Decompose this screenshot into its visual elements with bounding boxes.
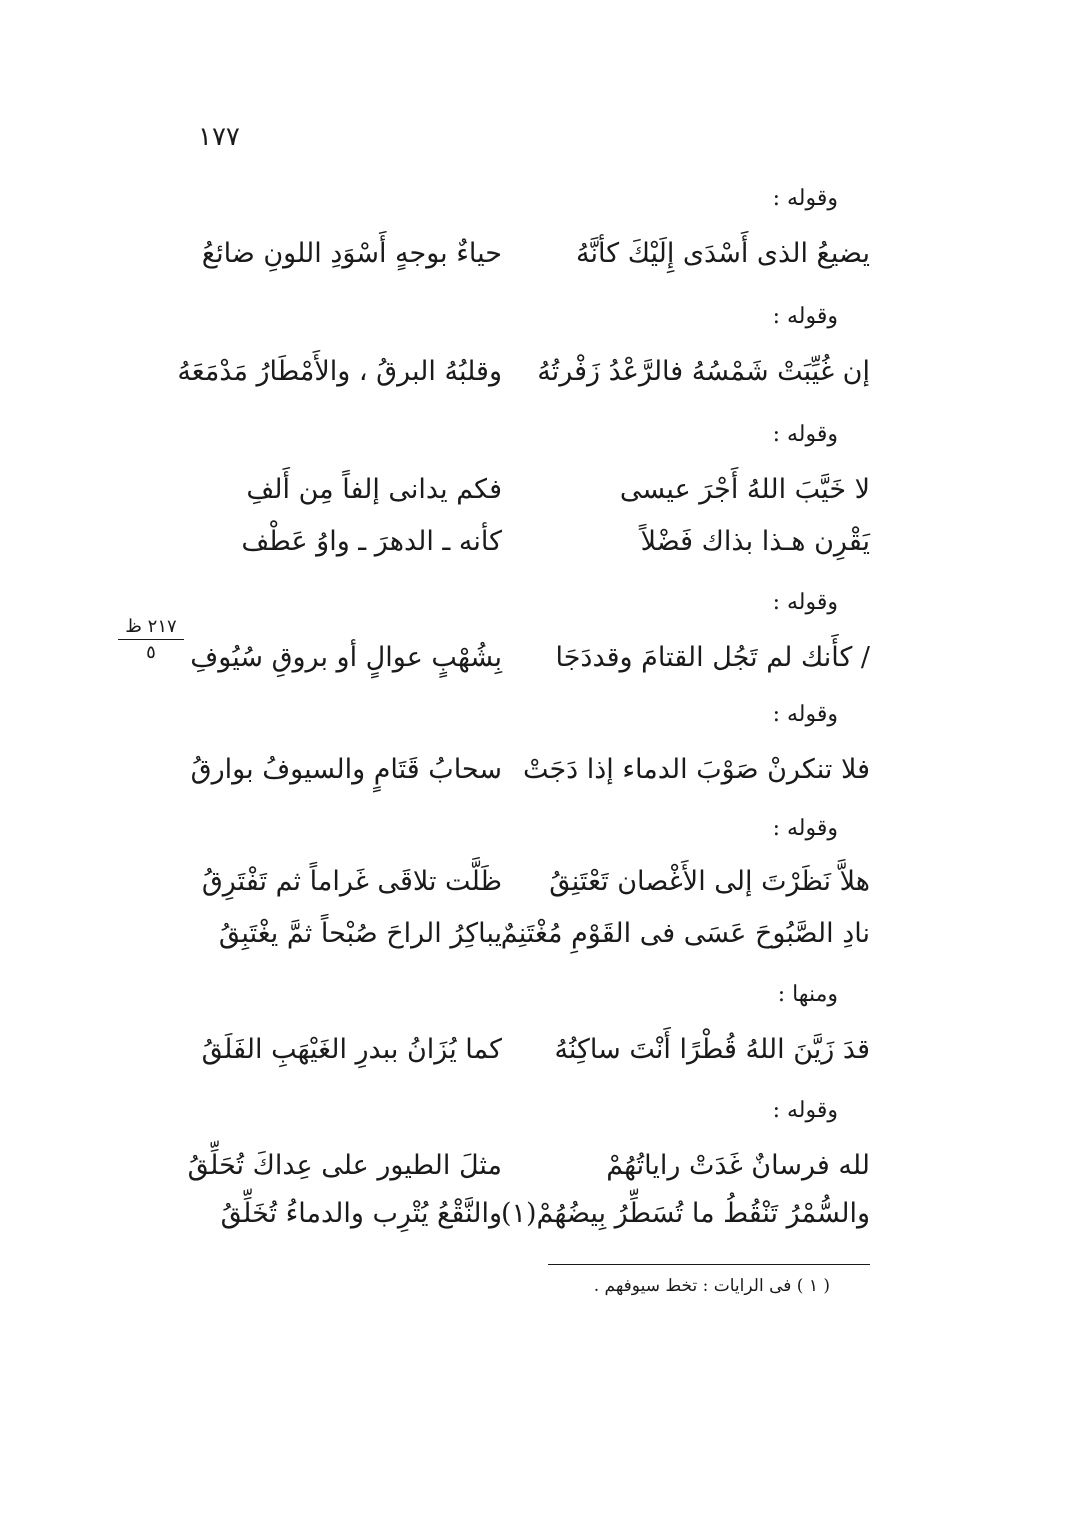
manuscript-folio-note xyxy=(118,616,184,663)
second-hemistich: والنَّقْعُ يُتْرِب والدماءُ تُخَلِّقُ xyxy=(220,1198,502,1229)
second-hemistich: كما يُزَانُ ببدرِ الغَيْهَبِ الفَلَقُ xyxy=(201,1034,502,1065)
verse-line xyxy=(180,238,870,282)
footnote-divider xyxy=(548,1264,870,1265)
second-hemistich: كأنه ـ الدهرَ ـ واوُ عَطْف xyxy=(241,526,502,557)
second-hemistich: حياءٌ بوجهٍ أَسْوَدِ اللونِ ضائعُ xyxy=(201,238,502,269)
verse-line xyxy=(180,918,870,962)
second-hemistich: ظَلَّت تلاقَى غَراماً ثم تَفْتَرِقُ xyxy=(201,866,502,897)
verse-line xyxy=(180,754,870,798)
first-hemistich: هلاَّ نَظَرْتَ إلى الأَغْصان تَعْتَنِقُ xyxy=(549,866,870,897)
second-hemistich: مثلَ الطيور على عِداكَ تُحَلِّقُ xyxy=(187,1150,502,1181)
first-hemistich: فلا تنكرنْ صَوْبَ الدماء إذا دَجَتْ xyxy=(522,754,870,785)
second-hemistich: وقلبُهُ البرقُ ، والأَمْطَارُ مَدْمَعَهُ xyxy=(177,356,502,387)
footnote: ( ١ ) فى الرايات : تخط سيوفهم . xyxy=(593,1276,830,1296)
first-hemistich: يضيعُ الذى أَسْدَى إِلَيْكَ كأنَّهُ xyxy=(576,238,870,269)
verse-intro: وقوله : xyxy=(772,1098,838,1123)
verse-line xyxy=(177,356,870,400)
first-hemistich: يَقْرِن هـذا بذاك فَضْلاً xyxy=(640,526,870,557)
verse-line xyxy=(180,474,870,518)
verse-line xyxy=(180,1034,870,1078)
first-hemistich: لله فرسانٌ غَدَتْ راياتُهُمْ xyxy=(606,1150,870,1181)
verse-line xyxy=(180,642,870,686)
verse-intro: وقوله : xyxy=(772,186,838,211)
verse-intro: وقوله : xyxy=(772,590,838,615)
verse-line xyxy=(180,866,870,910)
first-hemistich: لا خَيَّبَ اللهُ أَجْرَ عيسى xyxy=(619,474,870,505)
verse-intro: وقوله : xyxy=(772,702,838,727)
verse-intro: وقوله : xyxy=(772,816,838,841)
folio-line-number: ٥ xyxy=(146,642,156,663)
verse-intro: ومنها : xyxy=(777,982,838,1007)
verse-line xyxy=(180,1198,870,1242)
verse-intro: وقوله : xyxy=(772,422,838,447)
second-hemistich: فكم يدانى إلفاً مِن أَلفِ xyxy=(246,474,502,505)
folio-number: ٢١٧ ظ xyxy=(118,616,184,640)
first-hemistich: نادِ الصَّبُوحَ عَسَى فى القَوْمِ مُغْتَنِمٌ xyxy=(500,918,870,949)
page-number: ١٧٧ xyxy=(198,122,240,152)
first-hemistich: قدَ زَيَّنَ اللهُ قُطْرًا أَنْتَ ساكِنُهُ xyxy=(554,1034,870,1065)
second-hemistich: يباكِرُ الراحَ صُبْحاً ثمَّ يغْتَبِقُ xyxy=(218,918,502,949)
first-hemistich: / كأَنك لم تَجُل القتامَ وقددَجَا xyxy=(555,642,870,673)
second-hemistich: بِشُهْبٍ عوالٍ أو بروقِ سُيُوفِ xyxy=(190,642,502,673)
first-hemistich: والسُّمْرُ تَنْقُطُ ما تُسَطِّرُ بِيضُهُمْ(١) xyxy=(500,1198,870,1229)
verse-line xyxy=(180,1150,870,1194)
verse-line xyxy=(180,526,870,570)
verse-intro: وقوله : xyxy=(772,304,838,329)
first-hemistich: إن غُيِّبَتْ شَمْسُهُ فالرَّعْدُ زَفْرتُهُ xyxy=(537,356,870,387)
second-hemistich: سحابُ قَتَامٍ والسيوفُ بوارقُ xyxy=(190,754,502,785)
